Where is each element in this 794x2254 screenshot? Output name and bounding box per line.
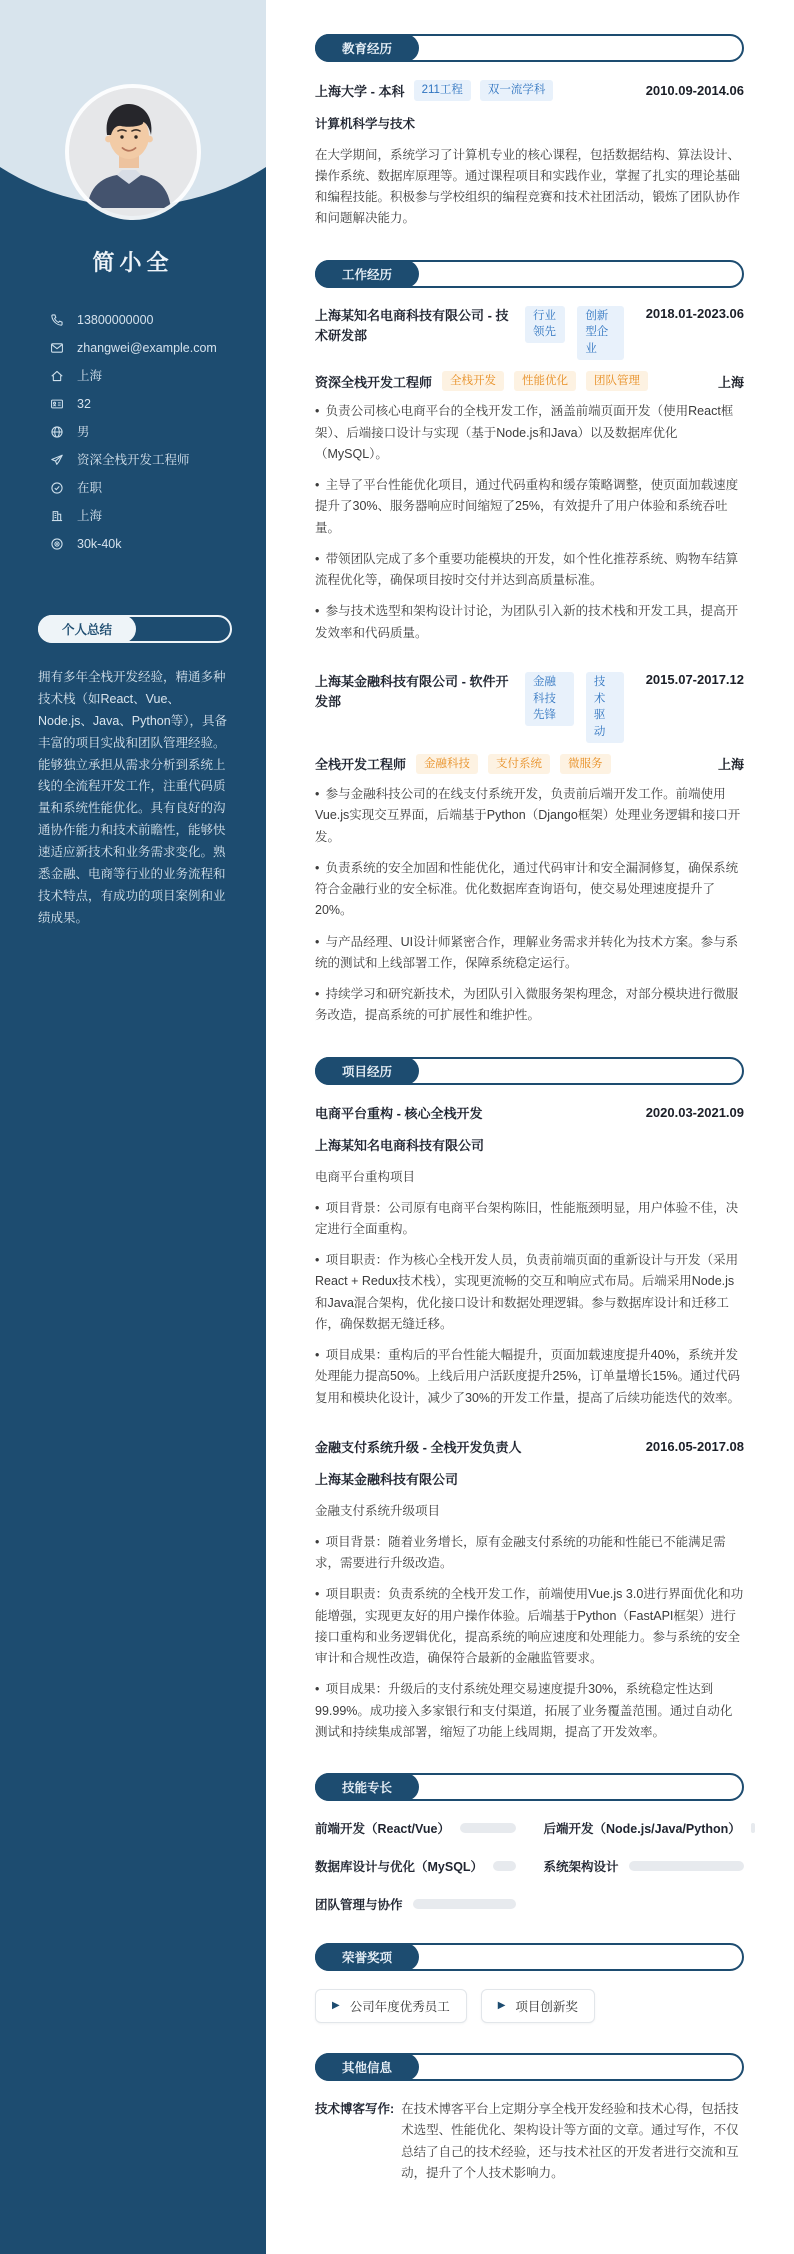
company-tags <box>525 306 624 360</box>
section-projects <box>315 1057 744 1744</box>
contact-phone <box>50 313 266 327</box>
contact-job-title-value: 资深全栈开发工程师 <box>77 453 190 467</box>
work-header-row <box>315 672 744 743</box>
play-triangle-icon: ▶ <box>497 2000 506 2012</box>
role-row <box>315 371 744 392</box>
skill-item <box>315 1857 516 1875</box>
other-entry-text: 在技术博客平台上定期分享全栈开发经验和技术心得，包括技术选型、性能优化、架构设计等方面的文章。通过写作，不仅总结了自己的技术经验，还与技术社区的开发者进行交流和互动，提升了个人技术影响力。 <box>401 2102 739 2180</box>
project-name: 金融支付系统升级 - 全栈开发负责人 <box>315 1439 522 1455</box>
company-name: 上海某知名电商科技有限公司 - 技术研发部 <box>315 307 509 343</box>
honors-section-header <box>315 1943 744 1971</box>
contact-age <box>50 397 266 411</box>
sidebar <box>0 0 266 2254</box>
project-bullet: • 项目成果：升级后的支付系统处理交易速度提升30%，系统稳定性达到99.99%。成功接入多家银行和支付渠道，拓展了业务覆盖范围。通过自动化测试和持续集成部署，缩短了功能上线周期，提高了开发效率。 <box>315 1679 744 1743</box>
projects-section-title: 项目经历 <box>315 1057 419 1085</box>
contact-work-city-value: 上海 <box>77 509 103 523</box>
work-bullet: • 带领团队完成了多个重要功能模块的开发，如个性化推荐系统、购物车结算流程优化等，确保项目按时交付并达到高质量标准。 <box>315 549 744 592</box>
section-honors <box>315 1943 744 2023</box>
honor-label: 项目创新奖 <box>515 2000 578 2015</box>
work-location: 上海 <box>717 374 744 390</box>
honor-badge <box>315 1989 467 2023</box>
work-item <box>315 306 744 644</box>
section-work <box>315 260 744 1027</box>
play-triangle-icon: ▶ <box>332 2000 340 2012</box>
project-bullet: • 项目背景：公司原有电商平台架构陈旧，性能瓶颈明显，用户体验不佳，决定进行全面重构。 <box>315 1198 744 1241</box>
project-item <box>315 1103 744 1409</box>
role-tag: 性能优化 <box>514 371 576 392</box>
building-icon <box>50 509 64 523</box>
work-bullet: • 主导了平台性能优化项目，通过代码重构和缓存策略调整，使页面加载速度提升了30%、服务器响应时间缩短了25%，有效提升了用户体验和系统吞吐量。 <box>315 475 744 539</box>
skills-grid <box>315 1819 744 1913</box>
project-name: 电商平台重构 - 核心全栈开发 <box>315 1105 483 1121</box>
project-subtitle: 金融支付系统升级项目 <box>315 1503 441 1518</box>
skill-bar <box>629 1861 744 1871</box>
project-bullet: • 项目背景：随着业务增长，原有金融支付系统的功能和性能已不能满足需求，需要进行升级改造。 <box>315 1532 744 1575</box>
status-icon <box>50 481 64 495</box>
work-bullet: • 与产品经理、UI设计师紧密合作，理解业务需求并转化为技术方案。参与系统的测试和上线部署工作，保障系统稳定运行。 <box>315 932 744 975</box>
summary-section-title: 个人总结 <box>38 615 136 643</box>
skill-item <box>315 1895 516 1913</box>
other-entry <box>315 2099 744 2184</box>
other-section-title: 其他信息 <box>315 2053 419 2081</box>
paper-plane-icon <box>50 453 64 467</box>
contact-salary <box>50 537 266 551</box>
work-bullet: • 负责公司核心电商平台的全栈开发工作，涵盖前端页面开发（使用React框架）、后端接口设计与实现（基于Node.js和Java）以及数据库优化（MySQL）。 <box>315 401 744 465</box>
contact-status <box>50 481 266 495</box>
work-bullet: • 参与金融科技公司的在线支付系统开发，负责前后端开发工作。前端使用Vue.js实现交互界面，后端基于Python（Django框架）处理业务逻辑和接口开发。 <box>315 784 744 848</box>
company-tags <box>525 672 624 743</box>
company-tag: 技术驱动 <box>586 672 624 743</box>
contact-salary-value: 30k-40k <box>77 537 122 551</box>
company-tag: 金融科技先锋 <box>525 672 574 726</box>
contact-email <box>50 341 266 355</box>
id-card-icon <box>50 397 64 411</box>
section-education <box>315 34 744 230</box>
work-location: 上海 <box>717 757 744 773</box>
role-tag: 微服务 <box>560 754 611 775</box>
contact-status-value: 在职 <box>77 481 103 495</box>
person-name: 简小全 <box>92 250 174 275</box>
project-company: 上海某金融科技有限公司 <box>315 1471 459 1487</box>
skill-bar <box>493 1861 515 1871</box>
contact-age-value: 32 <box>77 397 91 411</box>
contact-job-title <box>50 453 266 467</box>
skills-section-title: 技能专长 <box>315 1773 419 1801</box>
contact-list <box>50 313 266 551</box>
contact-phone-value: 13800000000 <box>77 313 154 327</box>
contact-city-value: 上海 <box>77 369 103 383</box>
contact-email-value: zhangwei@example.com <box>77 341 217 355</box>
projects-section-header <box>315 1057 744 1085</box>
section-skills <box>315 1773 744 1913</box>
gender-icon <box>50 425 64 439</box>
project-header-row <box>315 1437 744 1456</box>
contact-city <box>50 369 266 383</box>
home-icon <box>50 369 64 383</box>
honors-section-title: 荣誉奖项 <box>315 1943 419 1971</box>
skill-label: 团队管理与协作 <box>315 1898 403 1913</box>
work-bullet: • 持续学习和研究新技术，为团队引入微服务架构理念，对部分模块进行微服务改造，提高系统的可扩展性和维护性。 <box>315 984 744 1027</box>
role-tag: 支付系统 <box>488 754 550 775</box>
main-content <box>266 0 794 2254</box>
honors-list <box>315 1989 744 2023</box>
role-tag: 金融科技 <box>416 754 478 775</box>
project-bullet: • 项目职责：作为核心全栈开发人员，负责前端页面的重新设计与开发（采用React + Redux技术栈），实现更流畅的交互和响应式布局。后端采用Node.js和Java混合架构，优化接口设计和数据处理逻辑。参与数据库设计和迁移工作，确保数据无缝迁移。 <box>315 1250 744 1335</box>
work-section-title: 工作经历 <box>315 260 419 288</box>
skill-item <box>544 1819 745 1837</box>
company-tag: 行业领先 <box>525 306 565 343</box>
project-subtitle: 电商平台重构项目 <box>315 1169 416 1184</box>
project-bullet: • 项目职责：负责系统的全栈开发工作，前端使用Vue.js 3.0进行界面优化和功能增强，实现更友好的用户操作体验。后端基于Python（FastAPI框架）进行接口重构和业务逻辑优化，提高系统的响应速度和处理能力。参与系统的安全审计和合规性改造，确保符合最新的金融监管要求。 <box>315 1584 744 1669</box>
skill-item <box>544 1857 745 1875</box>
education-header-row <box>315 80 744 101</box>
summary-text: 拥有多年全栈开发经验，精通多种技术栈（如React、Vue、Node.js、Java、Python等），具备丰富的项目实战和团队管理经验。能够独立承担从需求分析到系统上线的全流程开发工作，注重代码质量和系统性能优化。具有良好的沟通协作能力和技术前瞻性，能够快速适应新技术和业务需求变化。熟悉金融、电商等行业的业务流程和技术特点，有成功的项目案例和业绩成果。 <box>38 670 227 925</box>
work-section-header <box>315 260 744 288</box>
company-name: 上海某金融科技有限公司 - 软件开发部 <box>315 673 509 709</box>
education-section-title: 教育经历 <box>315 34 419 62</box>
education-tag: 211工程 <box>414 80 471 101</box>
contact-work-city <box>50 509 266 523</box>
work-bullet: • 参与技术选型和架构设计讨论，为团队引入新的技术栈和开发工具，提高开发效率和代码质量。 <box>315 601 744 644</box>
company-tag: 创新型企业 <box>577 306 623 360</box>
summary-section-header <box>38 615 232 643</box>
project-company: 上海某知名电商科技有限公司 <box>315 1137 485 1153</box>
skill-label: 前端开发（React/Vue） <box>315 1822 450 1837</box>
avatar-illustration <box>69 88 189 208</box>
project-date: 2020.03-2021.09 <box>645 1104 744 1120</box>
skill-bar <box>751 1823 755 1833</box>
education-section-header <box>315 34 744 62</box>
contact-gender <box>50 425 266 439</box>
skill-label: 数据库设计与优化（MySQL） <box>315 1860 484 1875</box>
education-tag: 双一流学科 <box>480 80 554 101</box>
education-date: 2010.09-2014.06 <box>645 82 744 98</box>
other-section-header <box>315 2053 744 2081</box>
skill-bar <box>413 1899 516 1909</box>
skills-section-header <box>315 1773 744 1801</box>
education-major: 计算机科学与技术 <box>315 116 416 131</box>
project-item <box>315 1437 744 1743</box>
role-tag: 团队管理 <box>586 371 648 392</box>
role-title: 资深全栈开发工程师 <box>315 374 433 390</box>
skill-item <box>315 1819 516 1837</box>
education-description: 在大学期间，系统学习了计算机专业的核心课程，包括数据结构、算法设计、操作系统、数据库原理等。通过课程项目和实践作业，掌握了扎实的理论基础和编程技能。积极参与学校组织的编程竞赛和技术社团活动，锻炼了团队协作和问题解决能力。 <box>315 147 741 226</box>
skill-label: 系统架构设计 <box>543 1860 619 1875</box>
skill-bar <box>460 1823 516 1833</box>
work-date: 2018.01-2023.06 <box>645 305 744 321</box>
skill-label: 后端开发（Node.js/Java/Python） <box>543 1822 741 1837</box>
project-header-row <box>315 1103 744 1122</box>
project-bullet: • 项目成果：重构后的平台性能大幅提升，页面加载速度提升40%，系统并发处理能力提高50%。上线后用户活跃度提升25%，订单量增长15%。通过代码复用和模块化设计，减少了30%的开发工作量，提高了后续功能迭代的效率。 <box>315 1345 744 1409</box>
role-row <box>315 754 744 775</box>
school-name: 上海大学 - 本科 <box>315 83 405 99</box>
salary-target-icon <box>50 537 64 551</box>
work-bullet: • 负责系统的安全加固和性能优化，通过代码审计和安全漏洞修复，确保系统符合金融行业的安全标准。优化数据库查询语句，使交易处理速度提升了20%。 <box>315 858 744 922</box>
role-title: 全栈开发工程师 <box>315 757 407 773</box>
profile-photo <box>69 88 197 216</box>
honor-label: 公司年度优秀员工 <box>349 2000 450 2015</box>
project-date: 2016.05-2017.08 <box>645 1438 744 1454</box>
section-other <box>315 2053 744 2184</box>
mail-icon <box>50 341 64 355</box>
work-item <box>315 672 744 1027</box>
work-header-row <box>315 306 744 360</box>
honor-badge <box>481 1989 595 2023</box>
work-date: 2015.07-2017.12 <box>645 671 744 687</box>
contact-gender-value: 男 <box>77 425 90 439</box>
other-entry-label: 技术博客写作: <box>315 2102 395 2117</box>
role-tag: 全栈开发 <box>442 371 504 392</box>
phone-icon <box>50 313 64 327</box>
